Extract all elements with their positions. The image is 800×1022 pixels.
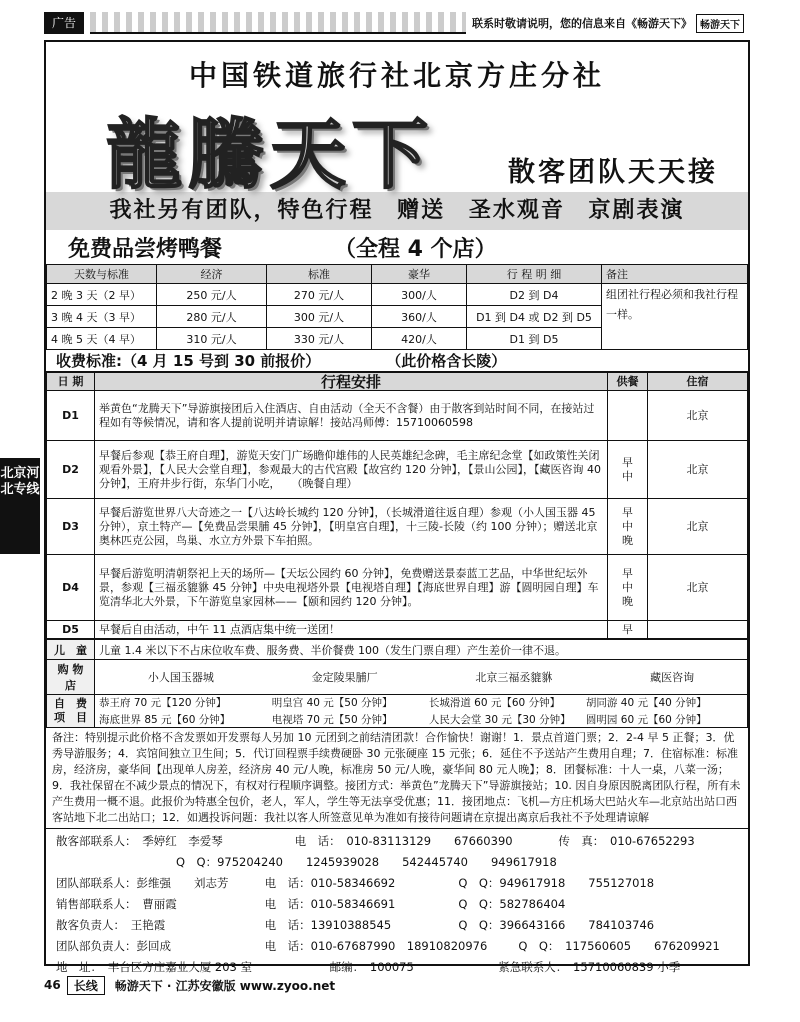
specials-banner: 我社另有团队，特色行程 赠送 圣水观音 京剧表演	[46, 192, 748, 230]
contact-row	[56, 852, 738, 873]
schedule-day: D3	[47, 499, 95, 555]
contact-field: Q Q： 117560605 676209921	[518, 939, 720, 953]
price-cell: D1 到 D5	[467, 328, 602, 350]
schedule-meal: 早 中	[608, 441, 648, 499]
schedule-meal: 早	[608, 621, 648, 639]
schedule-header: 行程安排	[95, 373, 608, 391]
contact-field: 紧急联系人： 15710060839 小季	[498, 960, 681, 974]
page-footer	[44, 970, 750, 1000]
self-pay-item: 海底世界 85 元【60 分钟】	[99, 714, 231, 726]
contact-field: Q Q：949617918 755127018	[458, 876, 655, 890]
price-cell: 300/人	[372, 284, 467, 306]
shop-item: 小人国玉器城	[147, 671, 214, 684]
fee-standard-line	[46, 350, 748, 372]
schedule-meal: 早 中 晚	[608, 555, 648, 621]
top-bar	[44, 8, 744, 38]
contact-field: 电 话：010-58346692	[264, 876, 396, 890]
ad-label: 广告	[44, 12, 84, 34]
slogan: 散客团队天天接	[508, 157, 718, 188]
price-table	[46, 264, 748, 350]
contact-field: Q Q：396643166 784103746	[458, 918, 655, 932]
self-pay-item: 圆明园 60 元【60 分钟】	[585, 714, 707, 726]
self-pay-items	[95, 695, 748, 728]
schedule-day: D5	[47, 621, 95, 639]
children-label: 儿 童	[47, 640, 95, 660]
price-header: 行 程 明 细	[467, 265, 602, 284]
schedule-stay: 北京	[648, 441, 748, 499]
fee-standard: 收费标准:（4 月 15 号到 30 前报价）	[56, 352, 321, 370]
price-cell: 4 晚 5 天（4 早）	[47, 328, 157, 350]
price-header: 经济	[157, 265, 267, 284]
fee-extra: （此价格含长陵）	[386, 352, 507, 370]
contact-row	[56, 936, 738, 957]
decorative-strip	[90, 12, 466, 34]
company-name: 中国铁道旅行社北京方庄分社	[188, 59, 605, 92]
page-number: 46	[44, 978, 61, 992]
contact-field: 电 话：010-58346691	[264, 897, 396, 911]
price-cell: 330 元/人	[267, 328, 372, 350]
contact-row	[56, 894, 738, 915]
price-header: 天数与标准	[47, 265, 157, 284]
schedule-header: 日 期	[47, 373, 95, 391]
children-text: 儿童 1.4 米以下不占床位收车费、服务费、半价餐费 100（发生门票自理）产生差价一律不退。	[95, 640, 748, 660]
self-pay-item: 电视塔 70 元【50 分钟】	[271, 714, 393, 726]
extra-info-table	[46, 639, 748, 728]
magazine-info: 畅游天下 · 江苏安徽版 www.zyoo.net	[114, 978, 336, 993]
brand-row	[46, 94, 748, 199]
contact-field: 电 话：010-67687990 18910820976	[264, 939, 488, 953]
contact-field: 团队部负责人：彭回成	[56, 939, 171, 953]
shop-item: 藏医咨询	[650, 671, 695, 684]
contact-field: 散客部联系人： 季婷红 李爱琴	[56, 834, 223, 848]
schedule-stay: 北京	[648, 391, 748, 441]
price-cell: D1 到 D4 或 D2 到 D5	[467, 306, 602, 328]
remarks: 备注：特别提示此价格不含发票如开发票每人另加 10 元团到之前结清团款！合作愉快！谢谢！1．景点首道门票；2．2-4 早 5 正餐；3．优秀导游服务；4．宾馆间独立卫生间；5．代订回程票手续费硬卧 30 元张硬座 15 元张；6．延住不予送站产生费用自理；7．住宿标准：标准房，经济房，豪华间【出现单人房差，经济房 40 元/人晚，标准房 50 元/人晚，豪华间 80 元人晚】；8．团餐标准：十人一桌，八菜一汤；9．我社保留在不减少景点的情况下，有权对行程顺序调整。接团方式：举黄色”龙腾天下”导游旗接站；10. 因自身原因脱离团队行程，所有未产生费用一概不退。此报价为特惠全包价，老人，军人，学生等无法享受优惠；11．接团地点：飞机—方庄机场大巴站火车—北京站出站口西客站地下北二出站口；12．如遇投诉问题：我社以客人所签意见单为准如有接待问题请在京提出离京后我社不予处理请谅解	[46, 728, 748, 829]
schedule-header: 供餐	[608, 373, 648, 391]
contact-field: 电 话： 010-83113129 67660390	[294, 834, 513, 848]
schedule-table	[46, 372, 748, 639]
price-cell: 270 元/人	[267, 284, 372, 306]
duck-line	[46, 230, 748, 264]
price-cell: 360/人	[372, 306, 467, 328]
schedule-day: D2	[47, 441, 95, 499]
schedule-stay: 北京	[648, 555, 748, 621]
brand-logo: 龍騰天下	[106, 110, 434, 199]
source-note: 联系时敬请说明，您的信息来自《畅游天下》	[472, 17, 692, 30]
price-cell: 2 晚 3 天（2 早）	[47, 284, 157, 306]
contacts	[46, 829, 748, 980]
self-pay-item: 明皇宫 40 元【50 分钟】	[271, 697, 393, 709]
contact-row	[56, 873, 738, 894]
schedule-desc: 早餐后参观【恭王府自理】，游览天安门广场瞻仰雄伟的人民英雄纪念碑，毛主席纪念堂【如政策性关闭观看外景】，【人民大会堂自理】，参观最大的古代宫殿【故宫约 120 分钟】，【景山公园】，【藏医咨询 40 分钟】，王府井步行街，东华门小吃， （晚餐自理）	[95, 441, 608, 499]
contact-field: Q Q：975204240 1245939028 542445740 949617918	[176, 855, 557, 869]
price-cell: 420/人	[372, 328, 467, 350]
contact-field: 销售部联系人： 曹丽霞	[56, 897, 177, 911]
ad-frame	[44, 40, 750, 974]
self-pay-item: 长城滑道 60 元【60 分钟】	[428, 697, 561, 709]
price-cell: D2 到 D4	[467, 284, 602, 306]
price-cell: 300 元/人	[267, 306, 372, 328]
price-header: 标准	[267, 265, 372, 284]
schedule-desc: 早餐后游览明清朝祭祀上天的场所—【天坛公园约 60 分钟】，免费赠送景泰蓝工艺品，中华世纪坛外景，参观【三福丞貔貅 45 分钟】中央电视塔外景【电视塔自理】【海底世界自理】游【圆明园自理】车览清华北大外景，下午游览皇家园林——【颐和园约 120 分钟】。	[95, 555, 608, 621]
contact-field: Q Q：582786404	[458, 897, 566, 911]
schedule-meal	[608, 391, 648, 441]
schedule-desc: 早餐后游览世界八大奇迹之一【八达岭长城约 120 分钟】，（长城滑道往返自理）参观（小人国玉器 45 分钟），京土特产—【免费品尝果脯 45 分钟】，【明皇宫自理】，十三陵-长陵（约 100 分钟）；赠送北京奥林匹克公园，鸟巢、水立方外景下车拍照。	[95, 499, 608, 555]
contact-field: 邮编： 100075	[329, 960, 414, 974]
price-header: 备注	[602, 265, 748, 284]
self-pay-item: 人民大会堂 30 元【30 分钟】	[428, 714, 571, 726]
duck-text: 免费品尝烤鸭餐	[68, 236, 223, 262]
contact-field: 电 话：13910388545	[264, 918, 392, 932]
schedule-desc: 举黄色“龙腾天下”导游旗接团后入住酒店、自由活动（全天不含餐）由于散客到站时间不同，在接站过程如有等候情况，请和客人提前说明并请谅解！接站冯师傅：15710060598	[95, 391, 608, 441]
schedule-day: D4	[47, 555, 95, 621]
magazine-logo: 畅游天下	[696, 14, 744, 33]
contact-row	[56, 915, 738, 936]
contact-field: 散客负责人： 王艳霞	[56, 918, 166, 932]
price-cell: 280 元/人	[157, 306, 267, 328]
shopping-label: 购 物 店	[47, 660, 95, 695]
price-cell: 310 元/人	[157, 328, 267, 350]
price-note: 组团社行程必须和我社行程一样。	[602, 284, 748, 350]
section-badge: 长线	[67, 976, 105, 995]
self-pay-item: 恭王府 70 元【120 分钟】	[99, 697, 227, 709]
schedule-desc: 早餐后自由活动，中午 11 点酒店集中统一送团！	[95, 621, 608, 639]
shopping-list	[95, 660, 748, 695]
schedule-stay	[648, 621, 748, 639]
shop-item: 金定陵果脯厂	[311, 671, 378, 684]
price-cell: 250 元/人	[157, 284, 267, 306]
schedule-header: 住宿	[648, 373, 748, 391]
self-pay-item: 胡同游 40 元【40 分钟】	[585, 697, 707, 709]
shop-item: 北京三福丞貔貅	[475, 671, 553, 684]
contact-field: 地 址： 丰台区方庄嘉业大厦 203 室	[56, 960, 253, 974]
price-cell: 3 晚 4 天（3 早）	[47, 306, 157, 328]
section-sidebar: 北京河北专线	[0, 458, 40, 554]
contact-row	[56, 831, 738, 852]
contact-field: 团队部联系人：彭维强 刘志芳	[56, 876, 229, 890]
price-header: 豪华	[372, 265, 467, 284]
schedule-stay: 北京	[648, 499, 748, 555]
stores-count: （全程 4 个店）	[334, 236, 497, 262]
self-pay-label: 自 费 项 目	[47, 695, 95, 728]
schedule-meal: 早 中 晚	[608, 499, 648, 555]
contact-field: 传 真： 010-67652293	[558, 834, 695, 848]
schedule-day: D1	[47, 391, 95, 441]
